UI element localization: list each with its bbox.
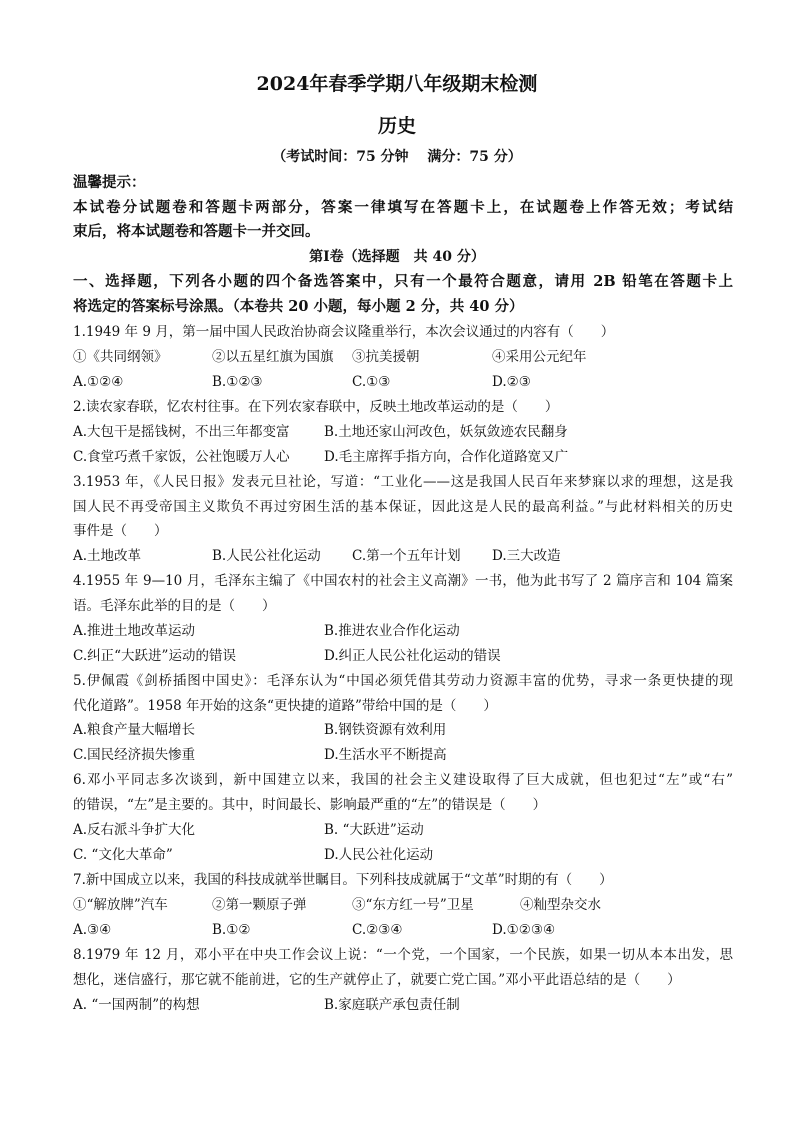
question-2-option-b: B.土地还家山河改色，妖氛敛迹农民翻身 [324, 424, 568, 440]
exam-info: （考试时间：75 分钟 满分：75 分） [272, 149, 522, 165]
question-1-option-b: B.①②③ [212, 374, 263, 390]
question-5-option-d: D.生活水平不断提高 [324, 747, 447, 763]
question-1-option-c: C.①③ [352, 374, 391, 390]
question-3-stem-2: 国人民不再受帝国主义欺负不再过穷困生活的基本保证，因此这是人民的最高利益。”与此材料相关的历史 [73, 499, 733, 515]
question-4-stem-2: 语。毛泽东此举的目的是（ ） [73, 598, 276, 614]
question-8-stem-1: 8.1979 年 12 月，邓小平在中央工作会议上说：“一个党，一个国家，一个民族，如果一切从本本出发，思 [73, 947, 733, 963]
section-heading: 第Ⅰ卷（选择题 共 40 分） [309, 249, 485, 265]
question-6-option-c: C. “文化大革命” [73, 847, 173, 863]
question-1-option-d: D.②③ [492, 374, 531, 390]
question-6-stem-1: 6.邓小平同志多次谈到，新中国建立以来，我国的社会主义建设取得了巨大成就，但也犯过“左”或“右” [73, 772, 733, 788]
question-1-item-4: ④采用公元纪年 [492, 349, 587, 365]
question-6-option-d: D.人民公社化运动 [324, 847, 434, 863]
question-6-option-a: A.反右派斗争扩大化 [73, 822, 196, 838]
question-1-stem: 1.1949 年 9 月，第一届中国人民政治协商会议隆重举行，本次会议通过的内容有（ ） [73, 324, 615, 340]
question-4-option-a: A.推进土地改革运动 [73, 623, 196, 639]
exam-title: 2024年春季学期八年级期末检测 [256, 73, 538, 95]
question-4-stem-1: 4.1955 年 9—10 月，毛泽东主编了《中国农村的社会主义高潮》一书，他为此书写了 2 篇序言和 104 篇案 [73, 573, 733, 589]
question-7-item-3: ③“东方红一号”卫星 [352, 897, 474, 913]
question-1-option-a: A.①②④ [73, 374, 124, 390]
question-8-option-b: B.家庭联产承包责任制 [324, 997, 460, 1013]
question-7-option-b: B.①② [212, 922, 251, 938]
question-1-item-2: ②以五星红旗为国旗 [212, 349, 334, 365]
subject-title: 历史 [377, 115, 416, 137]
question-6-stem-2: 的错误，“左”是主要的。其中，时间最长、影响最严重的“左”的错误是（ ） [73, 797, 547, 813]
question-3-stem-1: 3.1953 年，《人民日报》发表元旦社论，写道：“工业化——这是我国人民百年来梦寐以求的理想，这是我 [73, 474, 733, 490]
question-7-item-1: ①“解放牌”汽车 [73, 897, 168, 913]
question-4-option-d: D.纠正人民公社化运动的错误 [324, 648, 501, 664]
question-4-option-c: C.纠正“大跃进”运动的错误 [73, 648, 236, 664]
question-7-option-a: A.③④ [73, 922, 112, 938]
question-5-option-c: C.国民经济损失惨重 [73, 747, 196, 763]
question-7-stem: 7.新中国成立以来，我国的科技成就举世瞩目。下列科技成就属于“文革”时期的有（ ） [73, 872, 613, 888]
question-5-stem-2: 代化道路”。1958 年开始的这条“更快捷的道路”带给中国的是（ ） [73, 698, 497, 714]
question-3-option-a: A.土地改革 [73, 548, 142, 564]
question-1-item-1: ①《共同纲领》 [73, 349, 168, 365]
notice-line-1: 本试卷分试题卷和答题卡两部分，答案一律填写在答题卡上，在试题卷上作答无效；考试结 [73, 199, 733, 216]
question-6-option-b: B. “大跃进”运动 [324, 822, 424, 838]
question-3-option-d: D.三大改造 [492, 548, 561, 564]
question-2-option-a: A.大包干是摇钱树，不出三年都变富 [73, 424, 290, 440]
question-8-option-a: A. “一国两制”的构想 [73, 997, 200, 1013]
question-5-option-a: A.粮食产量大幅增长 [73, 722, 196, 738]
question-5-stem-1: 5.伊佩霞《剑桥插图中国史》：毛泽东认为“中国必须凭借其劳动力资源丰富的优势，寻求一条更快捷的现 [73, 673, 733, 689]
question-7-option-d: D.①②③④ [492, 922, 556, 938]
section-instruction-2: 将选定的答案标号涂黑。（本卷共 20 小题，每小题 2 分，共 40 分） [73, 298, 524, 315]
question-8-stem-2: 想化，迷信盛行，那它就不能前进，它的生产就停止了，就要亡党亡国。”邓小平此语总结的是（ ） [73, 972, 681, 988]
question-3-option-c: C.第一个五年计划 [352, 548, 461, 564]
notice-label: 温馨提示： [73, 174, 146, 191]
question-2-stem: 2.读农家春联，忆农村往事。在下列农家春联中，反映土地改革运动的是（ ） [73, 399, 559, 415]
question-3-option-b: B.人民公社化运动 [212, 548, 321, 564]
question-2-option-d: D.毛主席挥手指方向，合作化道路宽又广 [324, 449, 569, 465]
question-7-option-c: C.②③④ [352, 922, 403, 938]
question-3-stem-3: 事件是（ ） [73, 523, 168, 539]
question-4-option-b: B.推进农业合作化运动 [324, 623, 460, 639]
question-2-option-c: C.食堂巧煮千家饭，公社饱暖万人心 [73, 449, 290, 465]
question-7-item-2: ②第一颗原子弹 [212, 897, 307, 913]
notice-line-2: 束后，将本试题卷和答题卡一并交回。 [73, 223, 320, 240]
question-1-item-3: ③抗美援朝 [352, 349, 420, 365]
question-5-option-b: B.钢铁资源有效利用 [324, 722, 447, 738]
section-instruction-1: 一、选择题，下列各小题的四个备选答案中，只有一个最符合题意，请用 2B 铅笔在答题卡上 [73, 273, 733, 290]
question-7-item-4: ④籼型杂交水 [520, 897, 601, 913]
